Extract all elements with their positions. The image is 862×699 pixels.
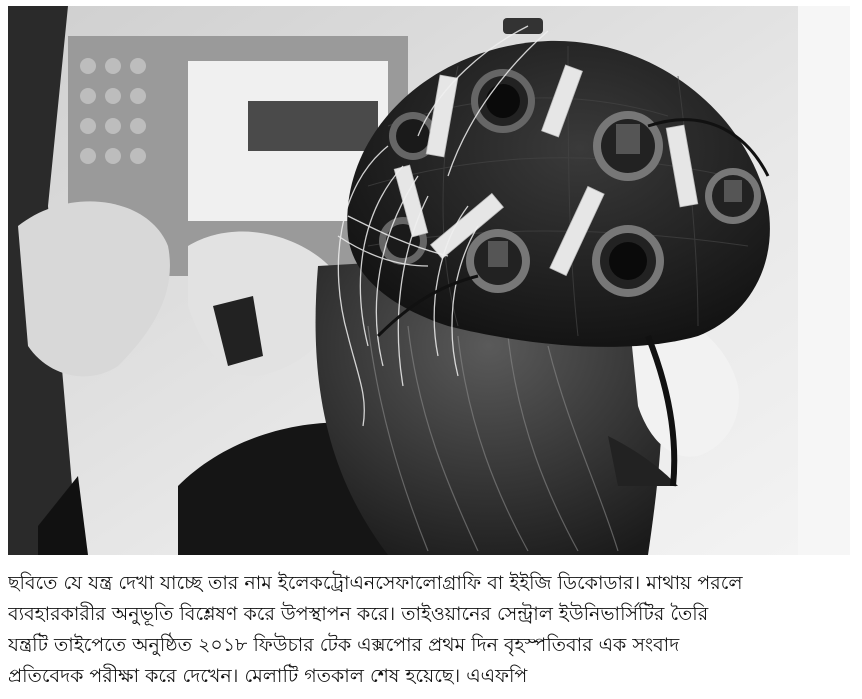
photo-credit: এএফপি: [466, 665, 528, 687]
caption-line-3: যন্ত্রটি তাইপেতে অনুষ্ঠিত ২০১৮ ফিউচার টেক এক্সপোর প্রথম দিন বৃহস্পতিবার এক সংবাদ: [8, 634, 680, 656]
caption-line-2: ব্যবহারকারীর অনুভূতি বিশ্লেষণ করে উপস্থাপন করে। তাইওয়ানের সেন্ট্রাল ইউনিভার্সিটির তৈরি: [8, 603, 709, 625]
caption-line-1: ছবিতে যে যন্ত্র দেখা যাচ্ছে তার নাম ইলেকট্রোএনসেফালোগ্রাফি বা ইইজি ডিকোডার। মাথায় পরলে: [8, 572, 743, 594]
eeg-photo-illustration: [8, 6, 850, 555]
news-photo: [8, 6, 850, 555]
photo-caption: [8, 568, 854, 692]
caption-line-4: [8, 661, 854, 692]
caption-line-4-text: প্রতিবেদক পরীক্ষা করে দেখেন। মেলাটি গতকাল শেষ হয়েছে।: [8, 665, 461, 687]
